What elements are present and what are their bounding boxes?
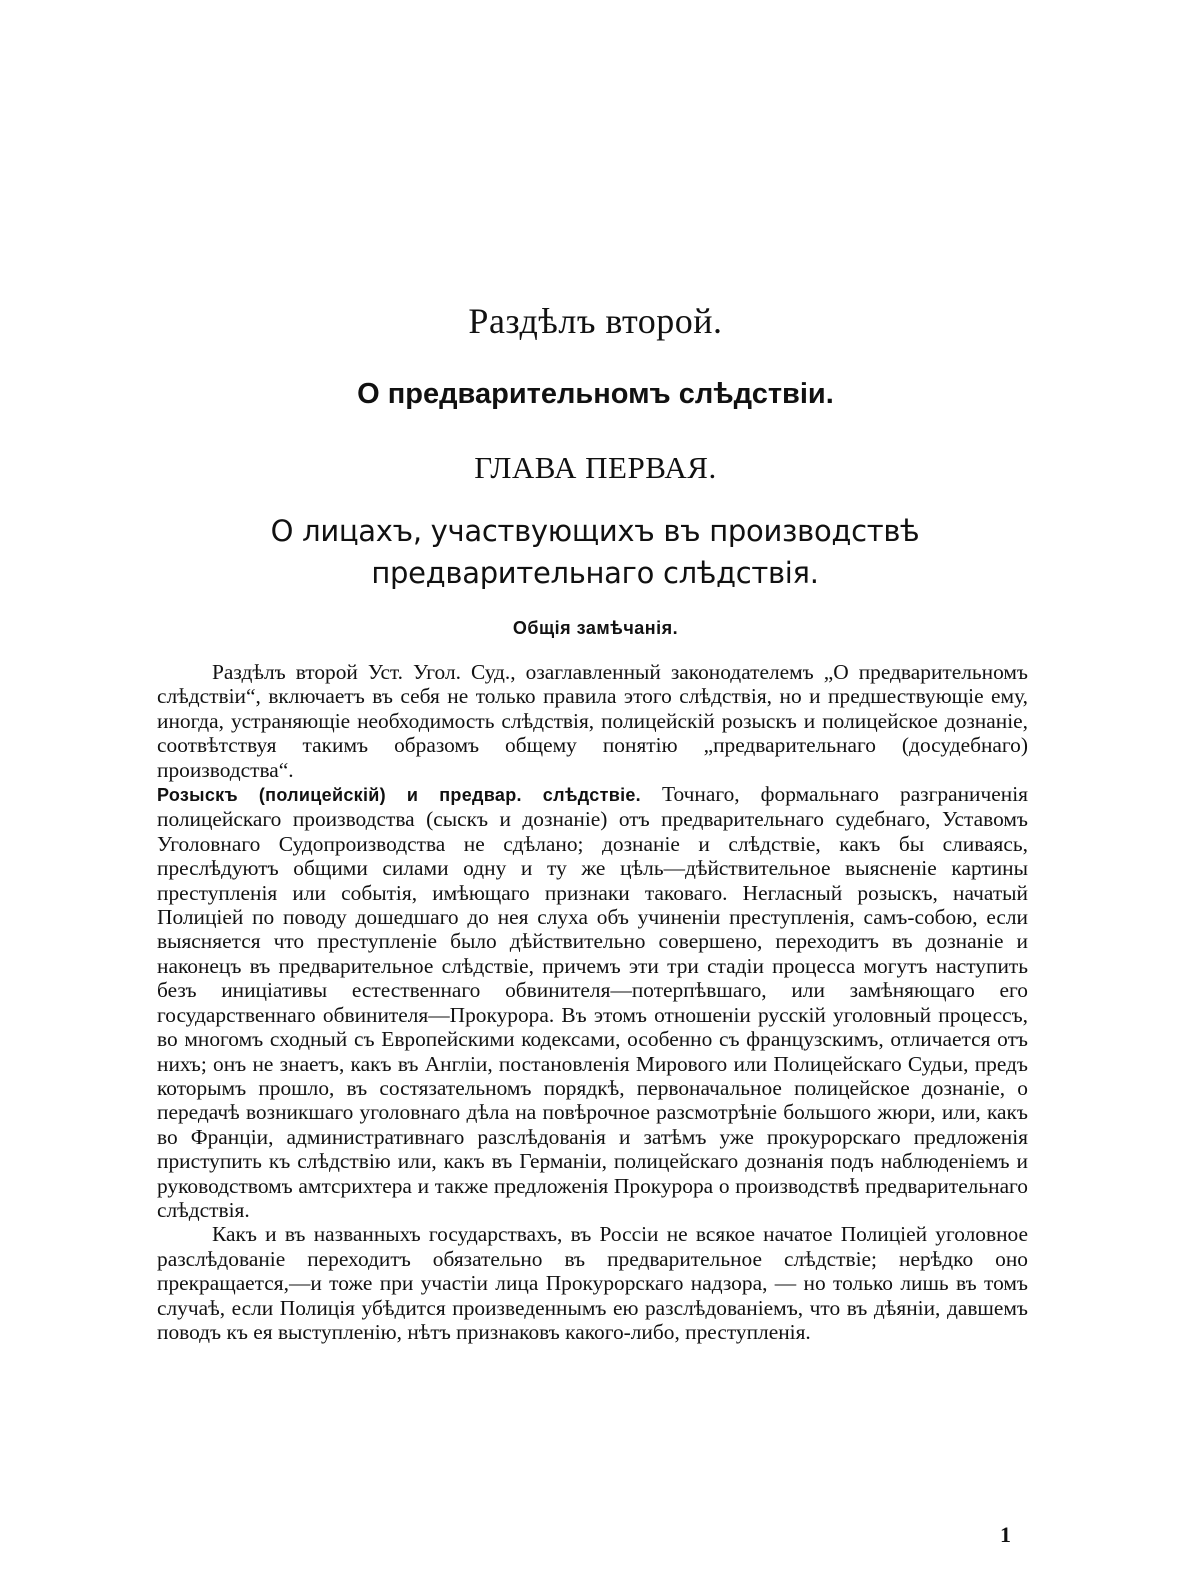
page-number: 1 bbox=[1000, 1522, 1011, 1547]
paragraph-1: Раздѣлъ второй Уст. Угол. Суд., озаглавленный законодателемъ „О предварительномъ слѣдствіи“, включаетъ въ себя не только правила этого слѣдствія, но и предшествующіе ему, иногда, устраняющіе необходимость слѣдствія, полицейскій розыскъ и полицейское дознаніе, соотвѣтствуя такимъ образомъ общему понятію „предварительнаго (досудебнаго) производства“. bbox=[157, 660, 1028, 782]
chapter-subtitle: О лицахъ, участвующихъ въ производствѣ предварительнаго слѣдствія. bbox=[270, 514, 920, 590]
section-title: О предварительномъ слѣдствіи. bbox=[357, 378, 834, 410]
run-in-heading: Розыскъ (полицейскій) и предвар. слѣдствіе. bbox=[157, 785, 641, 806]
paragraph-2-text: Точнаго, формальнаго разграниченія полицейскаго производства (сыскъ и дознаніе) отъ предварительнаго судебнаго, Уставомъ Уголовнаго Судопроизводства не сдѣлано; дознаніе и слѣдствіе, какъ бы сливаясь, преслѣдуютъ общими силами одну и ту же цѣль—дѣйствительное выясненіе картины преступленія или событія, имѣющаго признаки таковаго. Негласный розыскъ, начатый Полиціей по поводу дошедшаго до нея слуха объ учиненіи преступленія, самъ-собою, если выясняется что преступленіе было дѣйствительно совершено, переходитъ въ дознаніе и наконецъ въ предварительное слѣдствіе, причемъ эти три стадіи процесса могутъ наступить безъ иниціативы естественнаго обвинителя—потерпѣвшаго, или замѣняющаго его государственнаго обвинителя—Прокурора. Въ этомъ отношеніи русскій уголовный процессъ, во многомъ сходный съ Европейскими кодексами, особенно съ французскимъ, отличается отъ нихъ; онъ не знаетъ, какъ въ Англіи, постановленія Мирового или Полицейскаго Судьи, предъ которымъ прошло, въ состязательномъ порядкѣ, первоначальное полицейское дознаніе, о передачѣ возникшаго уголовнаго дѣла на повѣрочное разсмотрѣніе большого жюри, или, какъ во Франціи, административнаго разслѣдованія и затѣмъ уже прокурорскаго предложенія приступить къ слѣдствію или, какъ въ Германіи, полицейскаго дознанія подъ наблюденіемъ и руководствомъ амтсрихтера и также предложенія Прокурора о производствѣ предварительнаго слѣдствія. bbox=[157, 782, 1028, 1222]
section-heading: Раздѣлъ второй. bbox=[468, 301, 723, 341]
remarks-heading: Общія замѣчанія. bbox=[512, 618, 679, 638]
paragraph-3: Какъ и въ названныхъ государствахъ, въ Россіи не всякое начатое Полиціей уголовное разслѣдованіе переходитъ обязательно въ предварительное слѣдствіе; нерѣдко оно прекращается,—и тоже при участіи лица Прокурорскаго надзора, — но только лишь въ томъ случаѣ, если Полиція убѣдится произведеннымъ ею разслѣдованіемъ, что въ дѣяніи, давшемъ поводъ къ ея выступленію, нѣтъ признаковъ какого-либо, преступленія. bbox=[157, 1222, 1028, 1344]
body-text bbox=[157, 660, 1028, 1344]
paragraph-2 bbox=[157, 782, 1028, 1222]
chapter-heading: ГЛАВА ПЕРВАЯ. bbox=[474, 450, 717, 485]
